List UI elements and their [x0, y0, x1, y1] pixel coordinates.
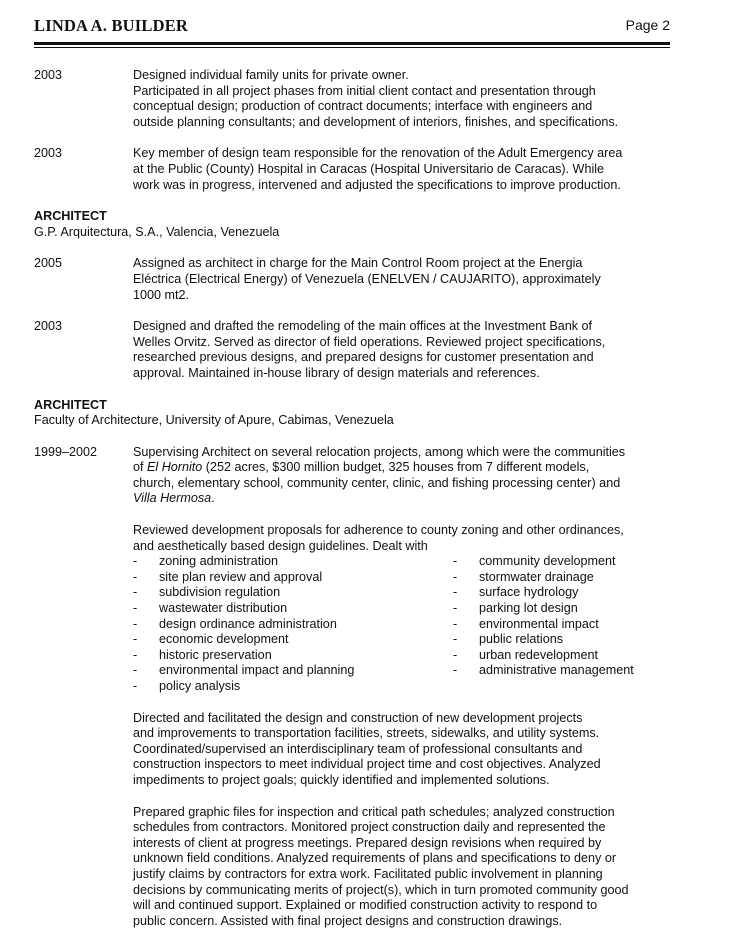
resume-body — [34, 68, 670, 929]
entry-line: Welles Orvitz. Served as director of field operations. Reviewed project specifications, — [133, 334, 606, 349]
paragraph-line: decisions by communicating merits of project(s), which in turn promoted community good — [133, 882, 629, 897]
experience-entry — [34, 68, 670, 130]
experience-entry — [34, 445, 670, 930]
entry-line: approval. Maintained in-house library of design materials and references. — [133, 365, 540, 380]
list-item: - subdivision regulation — [133, 585, 281, 600]
entry-line: outside planning consultants; and development of interiors, finishes, and specifications. — [133, 114, 619, 129]
paragraph-line: justify claims by contractors for extra work. Facilitated public involvement in planning — [133, 866, 603, 881]
list-item: - historic preservation — [133, 647, 272, 662]
job-title: ARCHITECT — [34, 209, 107, 224]
list-item: - policy analysis — [133, 679, 241, 693]
entry-line: Villa Hermosa. — [133, 491, 215, 506]
entry-date: 2003 — [34, 319, 63, 334]
paragraph-line: will and continued support. Explained or modified construction activity to respond to — [133, 898, 598, 913]
responsibility-list — [133, 554, 670, 694]
entry-date: 2003 — [34, 68, 63, 82]
header-rule-thick — [34, 42, 670, 45]
list-item: - urban redevelopment — [453, 647, 599, 662]
list-item: - design ordinance administration — [133, 616, 337, 631]
paragraph-line: and aesthetically based design guidelines. Dealt with — [133, 538, 428, 553]
entry-line: conceptual design; production of contract documents; interface with engineers and — [133, 99, 593, 114]
entry-line: at the Public (County) Hospital in Caracas (Hospital Universitario de Caracas). While — [133, 161, 605, 176]
paragraph-line: Prepared graphic files for inspection and critical path schedules; analyzed construction — [133, 804, 615, 819]
list-item: - public relations — [453, 632, 564, 647]
job-title: ARCHITECT — [34, 397, 107, 412]
employer: Faculty of Architecture, University of Apure, Cabimas, Venezuela — [34, 413, 394, 428]
employer: G.P. Arquitectura, S.A., Valencia, Venezuela — [34, 224, 280, 239]
entry-date: 2005 — [34, 256, 63, 271]
list-item: - economic development — [133, 632, 289, 647]
list-item: - site plan review and approval — [133, 569, 323, 584]
list-item: - parking lot design — [453, 601, 578, 616]
paragraph-line: public concern. Assisted with final project designs and construction drawings. — [133, 913, 563, 928]
entry-line: church, elementary school, community center, clinic, and fishing processing center) and — [133, 475, 621, 490]
header-rule-thin — [34, 47, 670, 48]
entry-line: Assigned as architect in charge for the Main Control Room project at the Energia — [133, 256, 583, 271]
entry-line: Eléctrica (Electrical Energy) of Venezuela (ENELVEN / CAUJARITO), approximately — [133, 271, 601, 286]
entry-date: 1999–2002 — [34, 444, 98, 459]
paragraph-line: schedules from contractors. Monitored project construction daily and represented the — [133, 820, 606, 835]
list-item: - wastewater distribution — [133, 601, 288, 616]
entry-line: Designed individual family units for private owner. — [133, 68, 409, 82]
entry-line: 1000 mt2. — [133, 287, 190, 302]
entry-line: Supervising Architect on several relocation projects, among which were the communities — [133, 444, 626, 459]
candidate-name: LINDA A. BUILDER — [34, 16, 189, 35]
experience-entry — [34, 146, 670, 193]
entry-line: researched previous designs, and prepared designs for customer presentation and — [133, 350, 594, 365]
experience-entry — [34, 319, 670, 381]
list-item: - surface hydrology — [453, 585, 579, 600]
entry-line: Designed and drafted the remodeling of the main offices at the Investment Bank of — [133, 319, 593, 334]
list-item: - environmental impact — [453, 616, 599, 631]
community-name: Villa Hermosa — [133, 491, 212, 506]
community-name: El Hornito — [147, 460, 203, 475]
paragraph-line: Reviewed development proposals for adherence to county zoning and other ordinances, — [133, 523, 624, 538]
experience-entry — [34, 256, 670, 303]
paragraph-line: impediments to project goals; quickly identified and implemented solutions. — [133, 772, 550, 787]
list-item: - administrative management — [453, 663, 634, 678]
paragraph-line: unknown field conditions. Analyzed requirements of plans and specifications to deny or — [133, 851, 617, 866]
paragraph-line: Coordinated/supervised an interdisciplinary team of professional consultants and — [133, 741, 583, 756]
page-header — [34, 16, 670, 38]
entry-line: Participated in all project phases from initial client contact and presentation through — [133, 83, 596, 98]
list-item: - zoning administration — [133, 554, 279, 569]
paragraph-line: Directed and facilitated the design and construction of new development projects — [133, 710, 583, 725]
list-item: - environmental impact and planning — [133, 663, 355, 678]
entry-date: 2003 — [34, 146, 63, 161]
paragraph-line: construction inspectors to meet individual project time and cost objectives. Analyzed — [133, 757, 601, 772]
entry-line: work was in progress, intervened and adjusted the specifications to improve production. — [133, 177, 621, 192]
paragraph-line: interests of client at progress meetings. Prepared design revisions when required by — [133, 835, 602, 850]
list-item: - community development — [453, 554, 616, 569]
list-item: - stormwater drainage — [453, 569, 594, 584]
entry-line: Key member of design team responsible for the renovation of the Adult Emergency area — [133, 146, 623, 161]
entry-line: of El Hornito (252 acres, $300 million budget, 325 houses from 7 different models, — [133, 460, 590, 475]
paragraph-line: and improvements to transportation facilities, streets, sidewalks, and utility systems. — [133, 726, 600, 741]
page-number: Page 2 — [625, 17, 670, 33]
